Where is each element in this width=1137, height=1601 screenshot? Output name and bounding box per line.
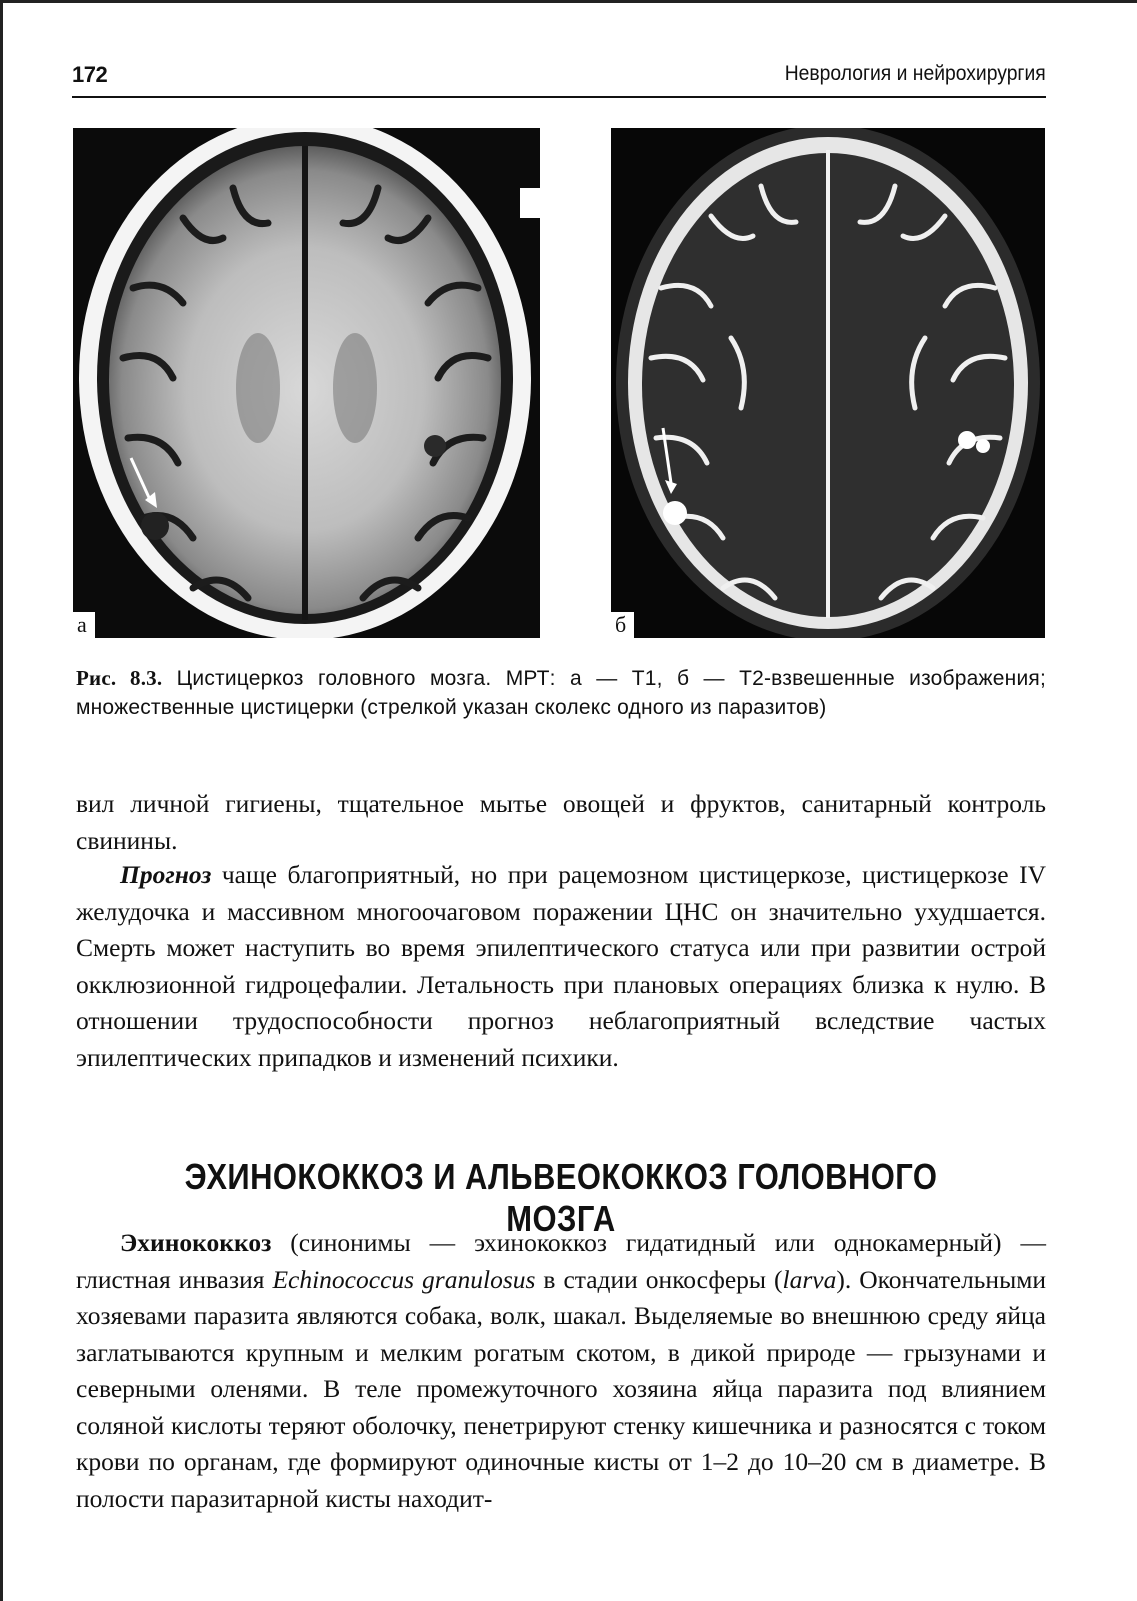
echinococcosis-text-1: (синонимы — эхинококкоз гидатидный или однокамерный) — глистная инвазия <box>76 1228 1046 1294</box>
echinococcosis-text-2: в стадии онкосферы ( <box>535 1264 783 1294</box>
echinococcosis-text-3: ). Окончательными хозяевами паразита являются собака, волк, шакал. Выделяемые во внешнюю среду яйца заглатываются крупным и мелким рогатым скотом, в дикой природе — грызунами и северными оленями. В теле промежуточного хозяина яйца паразита под влиянием соляной кислоты теряют оболочку, пенетрируют стенку кишечника и разносятся с током крови по органам, где формируют одиночные кисты от 1–2 до 10–20 см в диаметре. В полости паразитарной кисты находит- <box>76 1264 1046 1513</box>
figure-caption-label: Рис. 8.3. <box>76 666 163 690</box>
running-header <box>72 58 1046 98</box>
figure-caption-text: Цистицеркоз головного мозга. МРТ: а — Т1, б — Т2-взвешенные изображения; множественные цистицерки (стрелкой указан сколекс одного из паразитов) <box>76 667 1046 719</box>
paragraph-continuation <box>76 786 1046 859</box>
running-title: Неврология и нейрохирургия <box>784 62 1046 85</box>
mri-image-t1 <box>73 128 540 638</box>
panel-label-a: а <box>73 612 95 638</box>
latin-species-name: Echinococcus granulosus <box>272 1264 536 1294</box>
figure-caption <box>76 664 1046 722</box>
prognosis-text: чаще благоприятный, но при рацемозном цистицеркозе, цистицеркозе IV желудочка и массивном многоочаговом поражении ЦНС он значительно ухудшается. Смерть может наступить во время эпилептического статуса или при развитии острой окклюзионной гидроцефалии. Летальность при плановых операциях близка к нулю. В отношении трудоспособности прогноз неблагоприятный вследствие частых эпилептических припадков и изменений психики. <box>76 860 1046 1072</box>
mri-image-t2 <box>611 128 1045 638</box>
paragraph-echinococcosis <box>76 1225 1046 1517</box>
paragraph-prognosis <box>76 857 1046 1076</box>
paragraph-continuation-text: вил личной гигиены, тщательное мытье овощей и фруктов, санитарный контроль свинины. <box>76 789 1046 855</box>
echinococcosis-term: Эхинококкоз <box>120 1228 272 1257</box>
section-heading: ЭХИНОКОККОЗ И АЛЬВЕОКОККОЗ ГОЛОВНОГО МОЗГА <box>184 1156 938 1239</box>
page-edge-top <box>0 0 1137 3</box>
page-number: 172 <box>72 62 108 87</box>
panel-label-b: б <box>611 612 634 638</box>
prognosis-term: Прогноз <box>120 860 212 889</box>
larva-term: larva <box>782 1264 837 1294</box>
page-edge-left <box>0 0 3 1601</box>
